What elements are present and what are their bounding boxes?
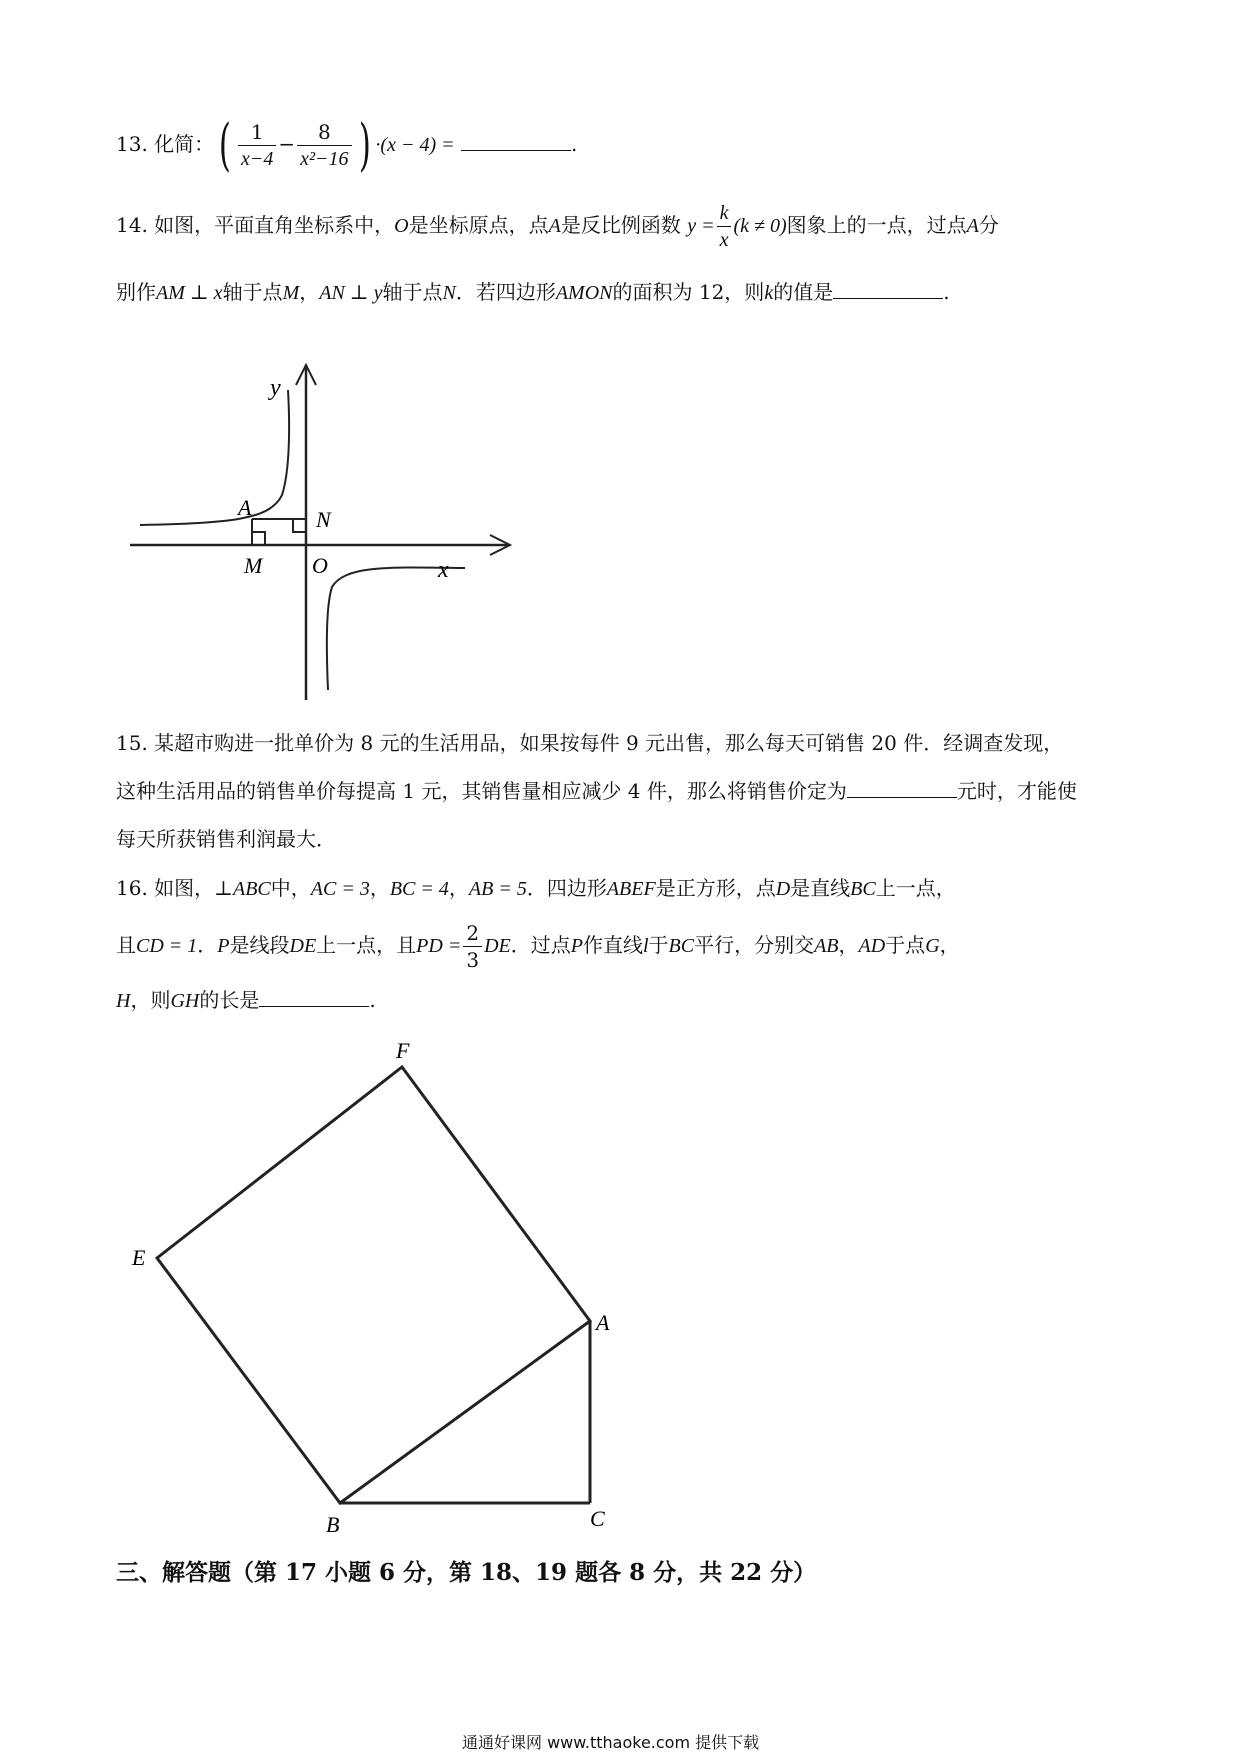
q16-text-2j: 于点: [885, 933, 926, 957]
q16-text-2g: 于: [648, 933, 669, 957]
q16-D: D: [775, 878, 791, 900]
q16-text-2i: ，: [838, 933, 859, 957]
q16-text-c: ．四边形: [526, 876, 607, 900]
q14-period: .: [943, 280, 950, 304]
q14-text-2c: ，: [299, 280, 320, 304]
q14-func-y: y =: [687, 215, 715, 237]
q13-fraction-2: $\frac{8}{\text{x²−16}}$: [297, 119, 351, 172]
q16-text-2h: 平行，分别交: [694, 933, 815, 957]
q16-text-f: 上一点，: [875, 876, 956, 900]
q16-text-d: 是正方形，点: [655, 876, 776, 900]
q14-text-2d: 轴于点: [382, 280, 443, 304]
q16-text-2a: 且: [116, 933, 136, 957]
q14-text-c: 是反比例函数: [560, 213, 681, 237]
question-15-line-1: 15. 某超市购进一批单价为 8 元的生活用品，如果按每件 9 元出售，那么每天可销售 20 件．经调查发现，: [116, 731, 1064, 755]
q14-N: N: [442, 282, 456, 304]
label-F: F: [396, 1038, 410, 1063]
q14-answer-blank[interactable]: [833, 280, 943, 299]
q16-cd: CD = 1: [136, 935, 198, 957]
label-M: M: [244, 553, 263, 578]
q14-AN: AN ⊥ y: [319, 282, 383, 304]
label-C: C: [590, 1506, 605, 1531]
hyperbola-branch-lower-right: [327, 567, 465, 690]
q16-bc: BC = 4: [389, 878, 449, 900]
figure-16-square-triangle: [120, 1030, 640, 1540]
figure-14-hyperbola: [120, 355, 520, 705]
left-paren: (: [219, 112, 232, 178]
q13-tail: ·(x − 4) =: [375, 134, 455, 156]
q16-l: l: [642, 935, 649, 957]
hyperbola-branch-upper-left: [140, 390, 289, 525]
label-x: x: [438, 557, 449, 583]
q16-BC: BC: [850, 878, 876, 900]
label-N: N: [316, 507, 331, 532]
q14-AM: AM ⊥ x: [156, 282, 223, 304]
q16-text-2e: ．过点: [510, 933, 571, 957]
footer-watermark: 通通好课网 www.tthaoke.com 提供下载: [462, 1733, 760, 1752]
q13-fraction-1: $\frac{1}{x-4}$: [238, 119, 276, 172]
question-13: [116, 112, 578, 178]
q14-AMON: AMON: [555, 282, 613, 304]
q13-minus: −: [278, 132, 296, 156]
q14-text-d: 图象上的一点，过点: [786, 213, 967, 237]
q14-text-2g: 的值是: [773, 280, 834, 304]
q15-answer-blank[interactable]: [847, 779, 957, 798]
question-14-line-1: [116, 198, 999, 253]
q16-BC2: BC: [668, 935, 695, 957]
question-16-line-2: [116, 916, 960, 975]
q16-ab: AB = 5: [468, 878, 527, 900]
q16-text-a: 16. 如图，: [116, 876, 215, 900]
q16-H: H: [116, 990, 131, 1012]
q14-O: O: [394, 215, 409, 237]
section-heading-3: 三、解答题（第 17 小题 6 分，第 18、19 题各 8 分，共 22 分）: [116, 1559, 817, 1586]
q14-func-condition: (k ≠ 0): [733, 215, 787, 237]
q16-AB: AB: [814, 935, 839, 957]
q14-text-a: 14. 如图，平面直角坐标系中，: [116, 213, 395, 237]
q16-P2: P: [570, 935, 583, 957]
question-16-line-1: 16. 如图，⊥ABC中，AC = 3，BC = 4，AB = 5．四边形ABEF是正方形，点D是直线BC上一点，: [116, 876, 956, 900]
q16-pd: PD =: [416, 935, 462, 957]
q14-A: A: [548, 215, 561, 237]
q16-G: G: [925, 935, 940, 957]
label-B: B: [326, 1512, 340, 1537]
q16-DE2: DE: [484, 935, 511, 957]
q16-text-2k: ，: [939, 933, 960, 957]
q13-number: 13. 化简：: [116, 132, 215, 156]
q14-func-fraction: $\frac{k}{x}$: [717, 200, 732, 253]
q13-answer-blank[interactable]: [461, 132, 571, 151]
q16-text-2f: 作直线: [582, 933, 643, 957]
right-angle-mark-N: [293, 519, 306, 532]
q16-AD: AD: [858, 935, 886, 957]
q16-abef: ABEF: [606, 878, 656, 900]
q14-text-2e: ．若四边形: [455, 280, 556, 304]
q16-period: .: [369, 988, 376, 1012]
q16-triangle: ⊥ABC: [214, 878, 271, 900]
square-ABEF: [157, 1067, 590, 1503]
question-16-line-3: [116, 988, 376, 1013]
q14-text-2a: 别作: [116, 280, 156, 304]
question-14-line-2: [116, 280, 950, 305]
q15-text-b: 元时，才能使: [956, 779, 1077, 803]
label-A: A: [596, 1310, 610, 1335]
q15-text-a: 这种生活用品的销售单价每提高 1 元，其销售量相应减少 4 件，那么将销售价定为: [116, 779, 847, 803]
q14-A2: A: [966, 215, 979, 237]
q14-text-2f: 的面积为 12，则: [612, 280, 765, 304]
q16-GH: GH: [170, 990, 200, 1012]
q16-P: P: [217, 935, 230, 957]
label-E: E: [132, 1245, 146, 1270]
question-15-line-2: [116, 779, 1077, 803]
label-O: O: [312, 553, 328, 578]
q14-text-2b: 轴于点: [222, 280, 283, 304]
q16-text-e: 是直线: [790, 876, 851, 900]
q16-text-b: 中，: [270, 876, 311, 900]
q14-text-e: 分: [978, 213, 999, 237]
q16-answer-blank[interactable]: [259, 988, 369, 1007]
q13-period: .: [570, 132, 578, 156]
q16-ac: AC = 3: [310, 878, 370, 900]
q14-text-b: 是坐标原点，点: [408, 213, 549, 237]
q16-text-2b: ．: [197, 933, 218, 957]
q16-fraction: $\frac{2}{3}$: [463, 920, 482, 973]
question-15-line-3: 每天所获销售利润最大．: [116, 827, 336, 851]
q16-DE: DE: [289, 935, 317, 957]
q16-text-2c: 是线段: [229, 933, 290, 957]
right-paren: ): [358, 112, 371, 178]
q14-k: k: [764, 282, 774, 304]
q14-M: M: [282, 282, 300, 304]
right-angle-mark-M: [252, 532, 265, 545]
label-y: y: [270, 375, 281, 401]
label-A: A: [238, 495, 252, 520]
q16-text-3a: ，则: [130, 988, 171, 1012]
q16-text-3b: 的长是: [199, 988, 260, 1012]
q16-text-2d: 上一点，且: [316, 933, 417, 957]
